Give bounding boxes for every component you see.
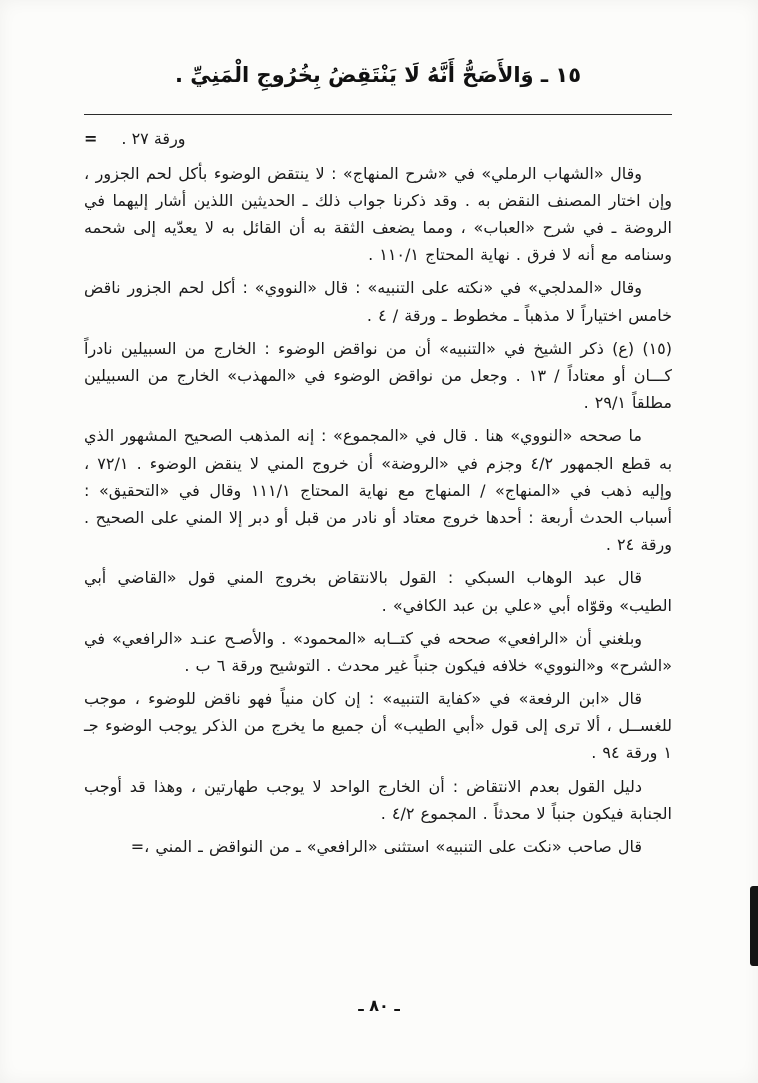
footnote-paragraph: وقال «المدلجي» في «نكته على التنبيه» : قال «النووي» : أكل لحم الجزور ناقض خامس اختياراً لا مذهباً ـ مخطوط ـ ورقة / ٤ .	[84, 278, 672, 325]
continuation-marker: =	[84, 128, 98, 148]
footnote-paragraph: وقال «الشهاب الرملي» في «شرح المنهاج» : لا ينتقض الوضوء بأكل لحم الجزور ، وإن اختار المصنف النقض به . وقد ذكرنا جواب ذلك ـ الحديثين اللذين أشار إليهما في الروضة ـ في شرح «العباب» ، ومما يضعف الثقة به أن القائل به لا يعدّيه إلى شحمه وسنامه مع أنه لا فرق . نهاية المحتاج ١١٠/١ .	[84, 163, 672, 265]
continuation-text: ورقة ٢٧ .	[121, 128, 186, 148]
footnote-paragraph: دليل القول بعدم الانتقاض : أن الخارج الواحد لا يوجب طهارتين ، وهذا قد أوجب الجنابة فيكون جنباً لا محدثاً . المجموع ٤/٢ .	[84, 776, 672, 823]
footnote-paragraph: (١٥) (ع) ذكر الشيخ في «التنبيه» أن من نواقض الوضوء : الخارج من السبيلين نادراً كـــان أو معتاداً / ١٣ . وجعل من نواقض الوضوء في «المهذب» الخارج من السبيلين مطلقاً ٢٩/١ .	[84, 338, 672, 413]
page-number: ـ ٨٠ ـ	[358, 996, 400, 1015]
page-content	[84, 60, 672, 866]
matn-heading: ١٥ ـ وَالأَصَحُّ أَنَّهُ لَا يَنْتَقِضُ بِخُرُوجِ الْمَنِيِّ .	[174, 63, 582, 87]
scan-artifact	[750, 886, 758, 966]
footnote-paragraph: وبلغني أن «الرافعي» صححه في كتــابه «المحمود» . والأصـح عنـد «الرافعي» في «الشرح» و«النووي» خلافه فيكون جنباً غير محدث . التوشيح ورقة ٦ ب .	[84, 628, 672, 675]
footnote-paragraph: قال صاحب «نكت على التنبيه» استثنى «الرافعي» ـ من النواقض ـ المني ،=	[130, 837, 642, 856]
footnote-paragraph: قال «ابن الرفعة» في «كفاية التنبيه» : إن كان منياً فهو ناقض للوضوء ، موجب للغســل ، ألا ترى إلى قول «أبي الطيب» أن جميع ما يخرج من الذكر يوجب الوضوء جـ ١ ورقة ٩٤ .	[84, 689, 672, 763]
footnote-separator-rule	[84, 114, 672, 115]
footnote-continuation-line	[84, 125, 672, 152]
footnote-paragraph: قال عبد الوهاب السبكي : القول بالانتقاض بخروج المني قول «القاضي أبي الطيب» وقوّاه أبي «علي بن عبد الكافي» .	[84, 568, 672, 615]
footnote-paragraph: ما صححه «النووي» هنا . قال في «المجموع» : إنه المذهب الصحيح المشهور الذي به قطع الجمهور ٤/٢ وجزم في «الروضة» أن خروج المني لا ينقض الوضوء . ٧٢/١ ، وإليه ذهب في «المنهاج» / المنهاج مع نهاية المحتاج ١١١/١ وقال في «التحقيق» : أسباب الحدث أربعة : أحدها خروج معتاد أو نادر من قبل أو دبر إلا المني على الصحيح . ورقة ٢٤ .	[84, 426, 673, 555]
